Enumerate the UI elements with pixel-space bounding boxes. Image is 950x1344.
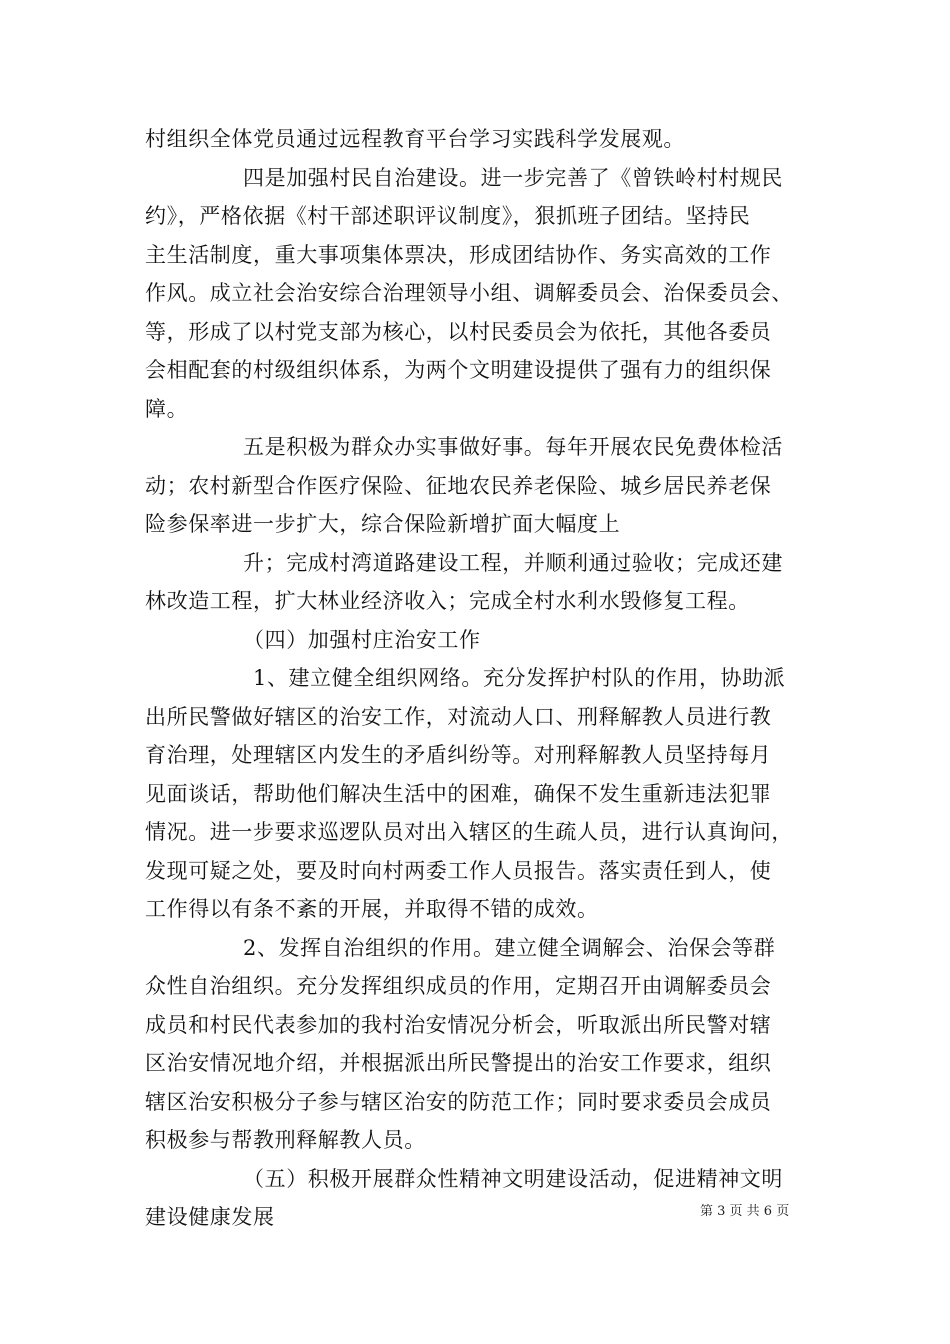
text-line: 动；农村新型合作医疗保险、征地农民养老保险、城乡居民养老保	[145, 473, 772, 498]
text-line: 作风。成立社会治安综合治理领导小组、调解委员会、治保委员会、	[145, 281, 793, 305]
text-line: 建设健康发展	[145, 1205, 275, 1229]
text-line: 村组织全体党员通过远程教育平台学习实践科学发展观。	[145, 127, 685, 151]
text-line: 发现可疑之处，要及时向村两委工作人员报告。落实责任到人，使	[145, 858, 772, 883]
text-line: 众性自治组织。充分发挥组织成员的作用，定期召开由调解委员会	[145, 974, 772, 998]
text-line: 成员和村民代表参加的我村治安情况分析会，听取派出所民警对辖	[145, 1012, 772, 1037]
text-line: 见面谈话，帮助他们解决生活中的困难，确保不发生重新违法犯罪	[145, 781, 772, 806]
section-heading: （四）加强村庄治安工作	[243, 627, 481, 652]
text-line: 区治安情况地介绍，并根据派出所民警提出的治安工作要求，组织	[145, 1051, 772, 1075]
text-line: 约》，严格依据《村干部述职评议制度》，狠抓班子团结。坚持民	[145, 204, 751, 228]
document-body	[145, 120, 835, 1237]
text-line: 工作得以有条不紊的开展，并取得不错的成效。	[145, 897, 599, 921]
text-line: 主生活制度，重大事项集体票决，形成团结协作、务实高效的工作	[145, 242, 772, 267]
text-line: 险参保率进一步扩大，综合保险新增扩面大幅度上	[145, 512, 621, 536]
paragraph-start-line: 五是积极为群众办实事做好事。每年开展农民免费体检活	[243, 435, 783, 459]
text-line: 出所民警做好辖区的治安工作，对流动人口、刑释解教人员进行教	[145, 704, 772, 729]
section-heading: （五）积极开展群众性精神文明建设活动，促进精神文明	[243, 1166, 783, 1191]
text-line: 积极参与帮教刑释解教人员。	[145, 1128, 426, 1152]
text-line: 会相配套的村级组织体系，为两个文明建设提供了强有力的组织保	[145, 358, 772, 382]
paragraph-start-line: 2、发挥自治组织的作用。建立健全调解会、治保会等群	[243, 935, 776, 960]
paragraph-start-line: 四是加强村民自治建设。进一步完善了《曾铁岭村村规民	[243, 165, 783, 190]
text-line: 辖区治安积极分子参与辖区治安的防范工作；同时要求委员会成员	[145, 1089, 772, 1114]
text-line: 林改造工程，扩大林业经济收入；完成全村水利水毁修复工程。	[145, 589, 750, 613]
paragraph-start-line: 1、建立健全组织网络。充分发挥护村队的作用，协助派	[253, 666, 786, 690]
text-line: 等，形成了以村党支部为核心，以村民委员会为依托，其他各委员	[145, 319, 772, 344]
text-line: 育治理，处理辖区内发生的矛盾纠纷等。对刑释解教人员坚持每月	[145, 743, 772, 767]
page-number-footer: 第 3 页 共 6 页	[700, 1204, 790, 1219]
text-line: 障。	[145, 396, 189, 421]
text-line: 情况。进一步要求巡逻队员对出入辖区的生疏人员，进行认真询问，	[145, 820, 793, 844]
paragraph-start-line: 升；完成村湾道路建设工程，并顺利通过验收；完成还建	[243, 550, 783, 575]
